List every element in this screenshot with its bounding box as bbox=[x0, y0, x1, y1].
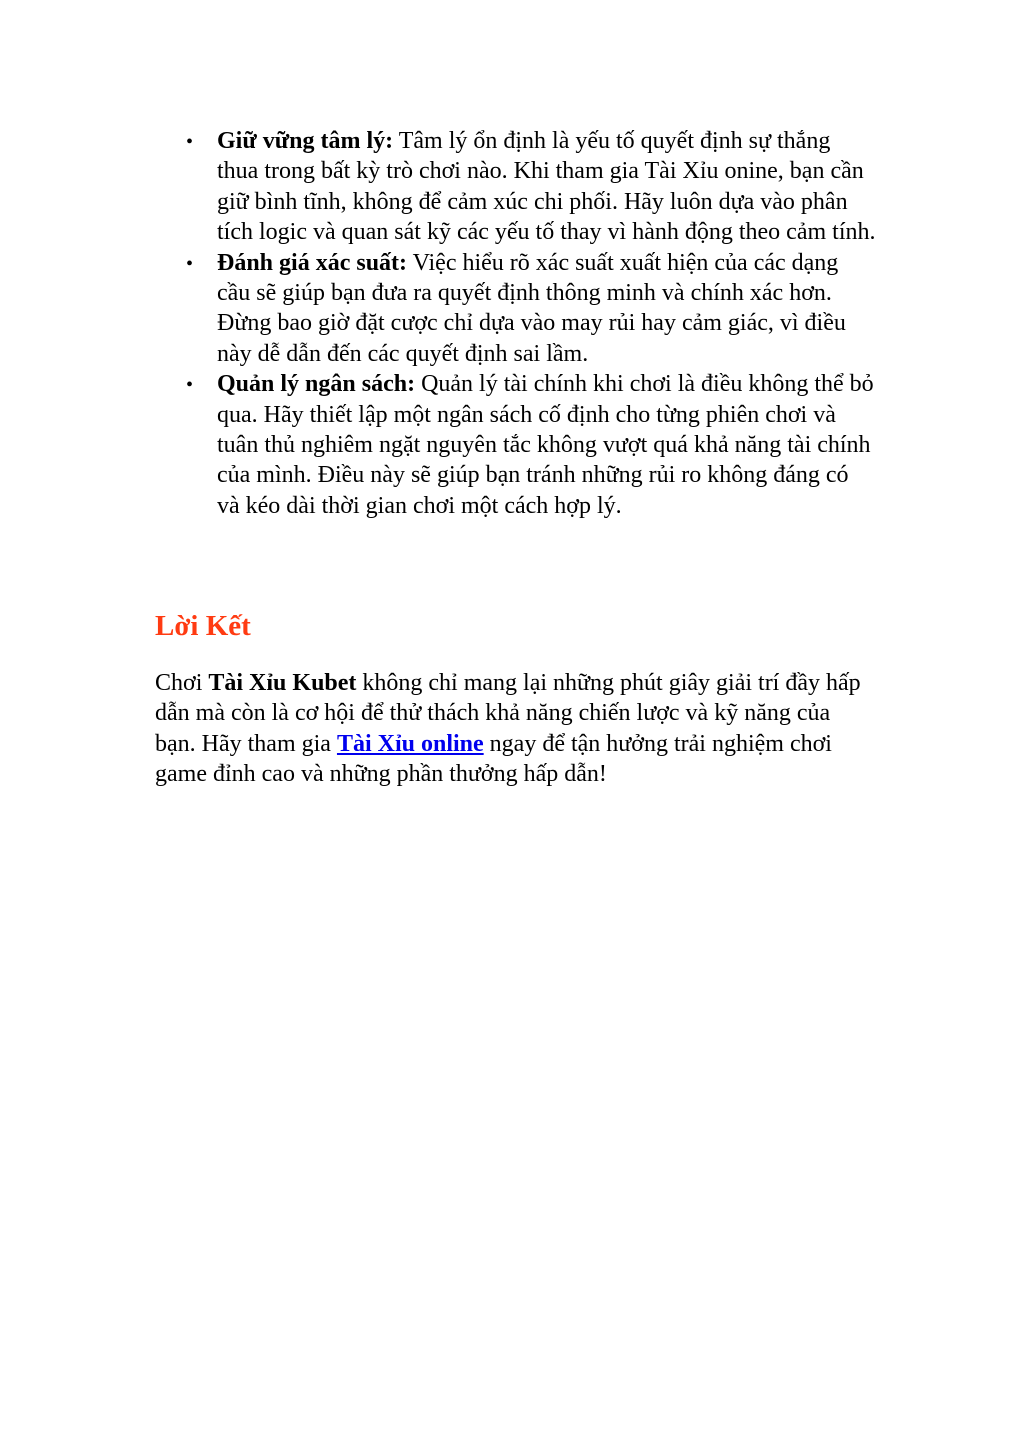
tip-text: Quản lý tài chính khi chơi là điều không thể bỏ qua. Hãy thiết lập một ngân sách cố định cho từng phiên chơi và tuân thủ nghiêm ngặt nguyên tắc không vượt quá khả năng tài chính của mình. Điều này sẽ giúp bạn tránh những rủi ro không đáng có và kéo dài thời gian chơi một cách hợp lý. bbox=[217, 371, 874, 519]
conclusion-middle: không chỉ mang lại những phút giây giải trí đầy hấp dẫn mà còn là cơ hội để thử thách khả năng chiến lược và kỹ năng của bạn. Hãy tham gia bbox=[155, 670, 861, 757]
conclusion-heading: Lời Kết bbox=[155, 610, 251, 642]
conclusion-suffix: ngay để tận hưởng trải nghiệm chơi game đỉnh cao và những phần thưởng hấp dẫn! bbox=[155, 730, 832, 788]
brand-name: Tài Xỉu Kubet bbox=[208, 670, 357, 696]
bullet-icon: • bbox=[186, 252, 194, 275]
tai-xiu-online-link[interactable]: Tài Xỉu online bbox=[336, 730, 484, 757]
list-item-psychology bbox=[156, 126, 876, 248]
bullet-icon: • bbox=[186, 131, 194, 153]
tip-title: Giữ vững tâm lý: bbox=[217, 128, 394, 154]
conclusion-prefix: Chơi bbox=[155, 670, 209, 696]
tip-title: Quản lý ngân sách: bbox=[217, 371, 416, 398]
tip-text: Tâm lý ổn định là yếu tố quyết định sự thắng thua trong bất kỳ trò chơi nào. Khi tham gia Tài Xỉu onine, bạn cần giữ bình tĩnh, không để cảm xúc chi phối. Hãy luôn dựa vào phân tích logic và quan sát kỹ các yếu tố thay vì hành động theo cảm tính. bbox=[217, 128, 876, 246]
tips-list bbox=[156, 126, 876, 521]
tip-text: Việc hiểu rõ xác suất xuất hiện của các dạng cầu sẽ giúp bạn đưa ra quyết định thông minh và chính xác hơn. Đừng bao giờ đặt cược chỉ dựa vào may rủi hay cảm giác, vì điều này dễ dẫn đến các quyết định sai lầm. bbox=[217, 249, 846, 367]
list-item-budget bbox=[156, 369, 876, 521]
bullet-icon: • bbox=[186, 374, 194, 397]
list-item-probability bbox=[156, 248, 876, 370]
conclusion-paragraph bbox=[155, 668, 875, 790]
tip-title: Đánh giá xác suất: bbox=[217, 249, 408, 276]
